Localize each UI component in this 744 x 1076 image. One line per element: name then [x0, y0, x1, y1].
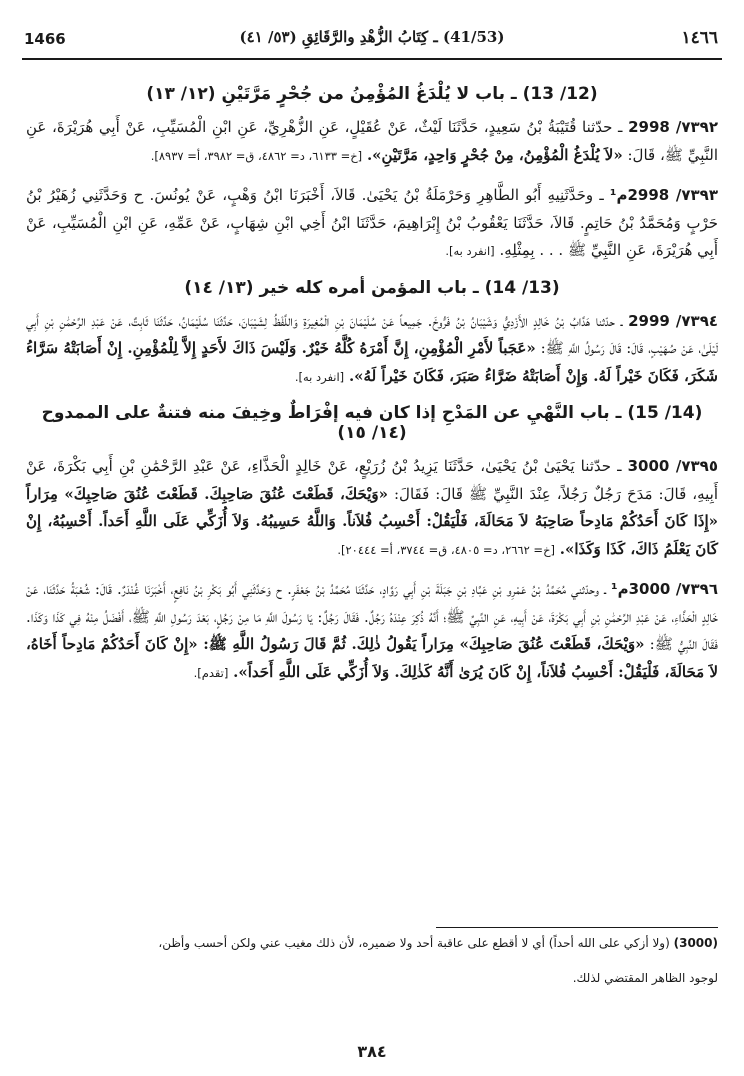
hadith-number: ٧٣٩٢/ 2998 — [628, 118, 718, 136]
footnote-label: (3000) — [673, 936, 718, 950]
hadith-reference: [انفرد به]. — [294, 369, 345, 384]
chapter-heading: (13/ 14) ـ باب المؤمن أمره كله خير (١٣/ ١٤) — [184, 277, 560, 298]
hadith-reference: [تقدم]. — [193, 665, 229, 680]
hadith-matn: «عَجَباً لأَمْرِ الْمُؤْمِنِ، إِنَّ أَمْرَهُ كُلَّهُ خَيْرٌ. وَلَيْسَ ذَاكَ لأَحَدٍ إِلاَّ لِلْمُؤْمِنِ. إِنْ أَصَابَتْهُ سَرَّاءُ شَكَرَ، فَكَانَ خَيْراً لَهُ. وَإِنْ أَصَابَتْهُ ضَرَّاءُ صَبَرَ، فَكَانَ خَيْراً لَهُ». — [26, 339, 718, 385]
footnote — [26, 932, 718, 1002]
footnote-phrase: (ولا أزكي على الله أحداً) — [548, 936, 670, 950]
chapter-heading: (12/ 13) ـ باب لا يُلْدَغُ المُؤْمِنُ من جُحْرٍ مَرَّتَيْنِ (١٢/ ١٣) — [146, 84, 598, 104]
page-footer-number: ٣٨٤ — [357, 1042, 387, 1061]
page-header — [22, 26, 722, 56]
hadith-7393 — [26, 182, 718, 266]
hadith-isnad: ـ وحدّثني مُحَمَّدُ بْنُ عَمْرِو بْنِ عَبَّادِ بْنِ جَبَلَةَ بْنِ أَبِي رَوَّادٍ، حَدَّثَنَا مُحَمَّدُ بْنُ جَعْفَرٍ. ح وَحَدَّثَنِي أَبُو بَكْرِ بْنُ نَافِعٍ، أَخْبَرَنَا غُنْدَرٌ. قَالَ: شُعْبَةُ حَدَّثَنَا، عَنْ خَالِدٍ الْحَذَّاءِ، عَنْ عَبْدِ الرَّحْمَٰنِ بْنِ أَبِي بَكْرَةَ، عَنْ أَبِيهِ، عَنِ النَّبِيِّ ﷺ؛ أَنَّهُ ذُكِرَ عِنْدَهُ رَجُلٌ. فَقَالَ رَجُلٌ: يَا رَسُولَ اللَّهِ مَا مِنْ رَجُلٍ، بَعْدَ رَسُولِ اللَّهِ ﷺ، أَفْضَلُ مِنْهُ فِي كَذَا وَكَذَا. فَقَالَ النَّبِيُّ ﷺ: — [26, 580, 718, 653]
hadith-matn: «وَيْحَكَ، قَطَعْتَ عُنُقَ صَاحِبِكَ. قَطَعْتَ عُنُقَ صَاحِبِكَ» مِرَاراً «إِذَا كَانَ أَحَدُكُمْ مَادِحاً صَاحِبَهُ لاَ مَحَالَةَ، فَلْيَقُلْ: أَحْسِبُ فُلاَناً. وَاللَّهُ حَسِيبُهُ. وَلاَ أُزَكِّي عَلَى اللَّهِ أَحَداً. أَحْسِبُهُ، إِنْ كَانَ يَعْلَمُ ذَاكَ، كَذَا وَكَذَا». — [26, 484, 718, 558]
hadith-isnad: ـ حدّثنا قُتَيْبَةُ بْنُ سَعِيدٍ، حَدَّثَنَا لَيْثٌ، عَنْ عُقَيْلٍ، عَنِ الزُّهْرِيِّ، عَنِ ابْنِ الْمُسَيِّبِ، عَنْ أَبِي هُرَيْرَةَ، عَنِ النَّبِيِّ ﷺ، قَالَ: — [26, 118, 718, 164]
hadith-number: ٧٣٩٣/ 2998م¹ — [609, 186, 718, 204]
footnote-line — [26, 967, 718, 990]
footnote-line — [26, 932, 718, 955]
hadith-7392 — [26, 114, 718, 170]
hadith-matn: «وَيْحَكَ، قَطَعْتَ عُنُقَ صَاحِبِكَ» مِرَاراً يَقُولُ ذٰلِكَ. ثُمَّ قَالَ رَسُولُ اللَّهِ ﷺ: «إِنْ كَانَ أَحَدُكُمْ مَادِحاً أَخَاهُ، لاَ مَحَالَةَ، فَلْيَقُلْ: أَحْسِبُ فُلاَناً، إِنْ كَانَ يُرَىٰ أَنَّهُ كَذٰلِكَ. وَلاَ أُزَكِّي عَلَى اللَّهِ أَحَداً». — [26, 635, 718, 681]
footnote-text-continued: لوجود الظاهر المقتضي لذلك. — [572, 971, 718, 985]
hadith-reference: [انفرد به]. — [445, 244, 495, 258]
hadith-7395 — [26, 453, 718, 564]
hadith-reference: [خ= ٢٦٦٢، د= ٤٨٠٥، ق= ٣٧٤٤، أ= ٢٠٤٤٤]. — [337, 542, 555, 557]
hadith-7396 — [26, 576, 718, 687]
hadith-matn: «لاَ يُلْدَغُ الْمُؤْمِنُ، مِنْ جُحْرٍ وَاحِدٍ، مَرَّتَيْنِ». — [366, 145, 623, 164]
hadith-isnad: ـ وحَدَّثَنِيهِ أَبُو الطَّاهِرِ وَحَرْمَلَةُ بْنُ يَحْيَىٰ. قَالاَ، أَخْبَرَنَا ابْنُ وَهْبٍ، عَنْ يُونُسَ. ح وَحَدَّثَنِي زُهَيْرُ بْنُ حَرْبٍ وَمُحَمَّدُ بْنُ حَاتِمٍ. قَالاَ، حَدَّثَنَا يَعْقُوبُ بْنُ إِبْرَاهِيمَ، حَدَّثَنَا ابْنُ أَخِي ابْنِ شِهَابٍ، عَنْ عَمِّهِ، عَنِ ابْنِ الْمُسَيِّبِ، عَنْ أَبِي هُرَيْرَةَ، عَنِ النَّبِيِّ ﷺ . . . بِمِثْلِهِ. — [26, 186, 718, 259]
hadith-number: ٧٣٩٤/ 2999 — [628, 311, 719, 330]
footnote-text: أي لا أقطع على عاقبة أحد ولا ضميره، لأن ذلك مغيب عني ولكن أحسب وأظن، — [158, 936, 545, 950]
hadith-isnad: ـ حدّثنا يَحْيَىٰ بْنُ يَحْيَىٰ، حَدَّثَنَا يَزِيدُ بْنُ زُرَيْعٍ، عَنْ خَالِدٍ الْحَذَّاءِ، عَنْ عَبْدِ الرَّحْمَٰنِ بْنِ أَبِي بَكْرَةَ، عَنْ أَبِيهِ، قَالَ: مَدَحَ رَجُلٌ رَجُلاً، عِنْدَ النَّبِيِّ ﷺ قَالَ: فَقَالَ: — [26, 457, 718, 503]
page-body — [26, 80, 718, 699]
chapter-heading: (14/ 15) ـ باب النَّهْيِ عن المَدْحِ إذا كان فيه إفْرَاطٌ وخِيفَ منه فتنةٌ على الممدوح (١٤/ ١٥) — [41, 403, 703, 443]
hadith-reference: [خ= ٦١٣٣، د= ٤٨٦٢، ق= ٣٩٨٢، أ= ٨٩٣٧]. — [150, 148, 363, 163]
header-rule — [22, 58, 722, 60]
hadith-7394 — [26, 308, 718, 392]
hadith-number: ٧٣٩٥/ 3000 — [627, 457, 718, 475]
page-number-arabic: ١٤٦٦ — [681, 28, 718, 48]
page-number-latin: 1466 — [24, 30, 66, 48]
hadith-number: ٧٣٩٦/ 3000م¹ — [611, 580, 718, 598]
hadith-isnad: ـ حدّثنا هَدَّابُ بْنُ خَالِدٍ الأَزْدِيُّ وَشَيْبَانُ بْنُ فَرُّوخَ. جَمِيعاً عَنْ سُلَيْمَانَ بْنِ الْمُغِيرَةِ وَاللَّفْظُ لِشَيْبَانَ، حَدَّثَنَا سُلَيْمَانُ، حَدَّثَنَا ثَابِتٌ، عَنْ عَبْدِ الرَّحْمَٰنِ بْنِ أَبِي لَيْلَىٰ، عَنْ صُهَيْبٍ، قَالَ: قَالَ رَسُولُ اللَّهِ ﷺ: — [26, 311, 718, 357]
footnote-rule — [436, 927, 718, 928]
running-title: (41/53) ـ كِتَابُ الزُّهْدِ والرَّقَائِقِ (٥٣/ ٤١) — [239, 28, 505, 46]
